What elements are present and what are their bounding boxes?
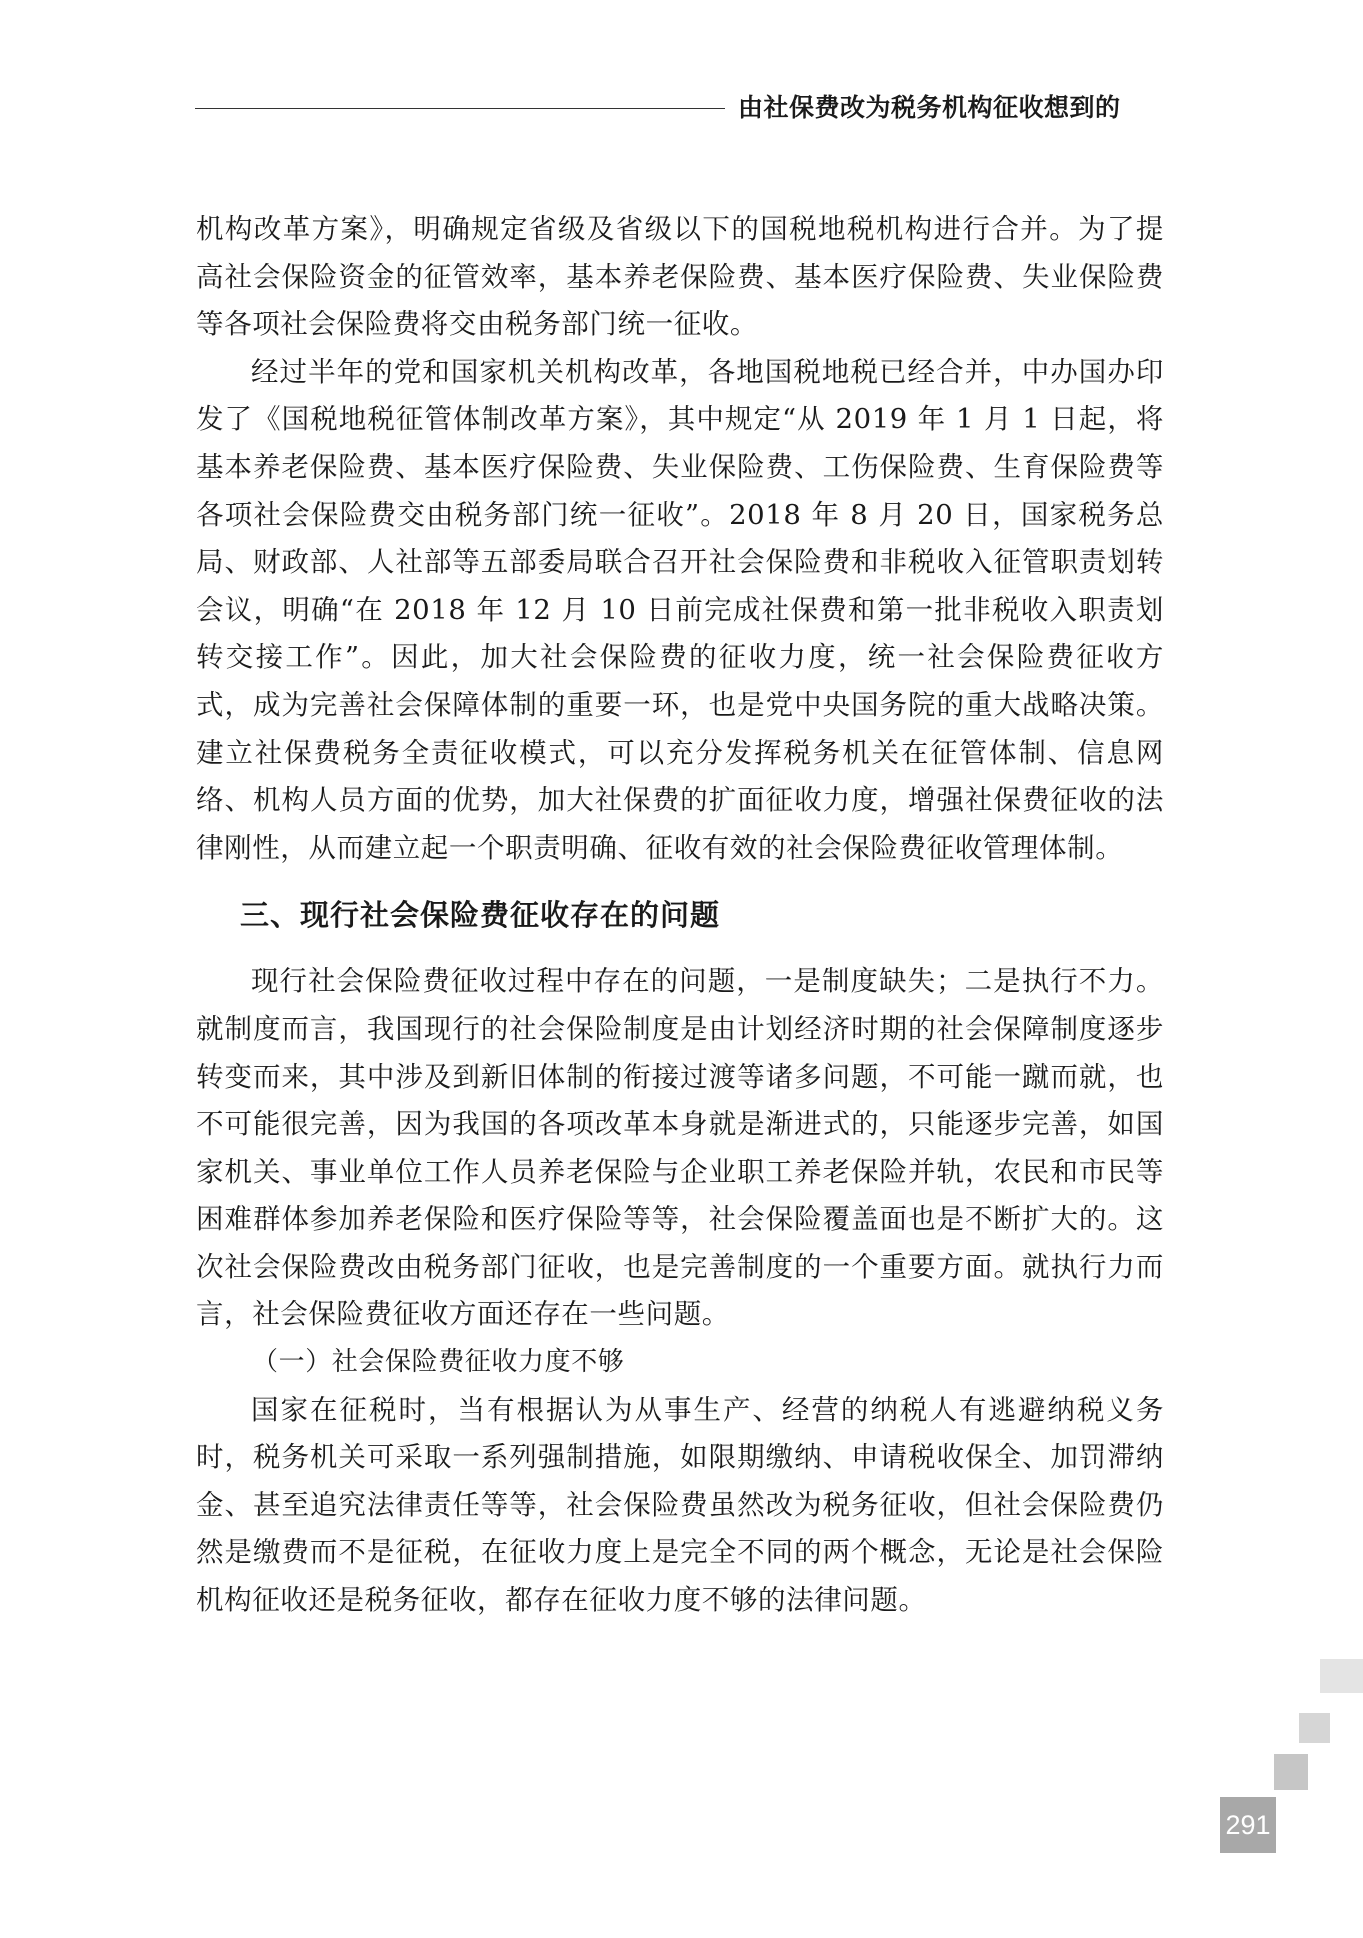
decorative-square xyxy=(1274,1754,1308,1790)
paragraph-problems: 现行社会保险费征收过程中存在的问题，一是制度缺失；二是执行不力。就制度而言，我国现行的社会保险制度是由计划经济时期的社会保障制度逐步转变而来，其中涉及到新旧体制的衔接过渡等诸多问题，不可能一蹴而就，也不可能很完善，因为我国的各项改革本身就是渐进式的，只能逐步完善，如国家机关、事业单位工作人员养老保险与企业职工养老保险并轨，农民和市民等困难群体参加养老保险和医疗保险等等，社会保险覆盖面也是不断扩大的。这次社会保险费改由税务部门征收，也是完善制度的一个重要方面。就执行力而言，社会保险费征收方面还存在一些问题。 xyxy=(196,965,1164,1331)
subsection-heading: （一）社会保险费征收力度不够 xyxy=(252,1347,625,1378)
paragraph-collection-intensity: 国家在征税时，当有根据认为从事生产、经营的纳税人有逃避纳税义务时，税务机关可采取一系列强制措施，如限期缴纳、申请税收保全、加罚滞纳金、甚至追究法律责任等等，社会保险费虽然改为税务征收，但社会保险费仍然是缴费而不是征税，在征收力度上是完全不同的两个概念，无论是社会保险机构征收还是税务征收，都存在征收力度不够的法律问题。 xyxy=(196,1393,1164,1617)
decorative-square xyxy=(1299,1713,1330,1743)
page-number: 291 xyxy=(1220,1797,1276,1853)
paragraph-continuation: 机构改革方案》，明确规定省级及省级以下的国税地税机构进行合并。为了提高社会保险资金的征管效率，基本养老保险费、基本医疗保险费、失业保险费等各项社会保险费将交由税务部门统一征收。 xyxy=(196,213,1164,341)
header-rule xyxy=(195,108,725,109)
body-text xyxy=(196,206,1164,1625)
decorative-square xyxy=(1320,1659,1363,1693)
running-head-title: 由社保费改为税务机构征收想到的 xyxy=(738,93,1121,122)
paragraph-reform: 经过半年的党和国家机关机构改革，各地国税地税已经合并，中办国办印发了《国税地税征管体制改革方案》，其中规定“从 2019 年 1 月 1 日起，将基本养老保险费、基本医疗保险费、失业保险费、工伤保险费、生育保险费等各项社会保险费交由税务部门统一征收”。2018 年 8 月 20 日，国家税务总局、财政部、人社部等五部委局联合召开社会保险费和非税收入征管职责划转会议，明确“在 2018 年 12 月 10 日前完成社保费和第一批非税收入职责划转交接工作”。因此，加大社会保险费的征收力度，统一社会保险费征收方式，成为完善社会保障体制的重要一环，也是党中央国务院的重大战略决策。建立社保费税务全责征收模式，可以充分发挥税务机关在征管体制、信息网络、机构人员方面的优势，加大社保费的扩面征收力度，增强社保费征收的法律刚性，从而建立起一个职责明确、征收有效的社会保险费征收管理体制。 xyxy=(196,355,1164,864)
section-heading: 三、现行社会保险费征收存在的问题 xyxy=(240,898,721,933)
